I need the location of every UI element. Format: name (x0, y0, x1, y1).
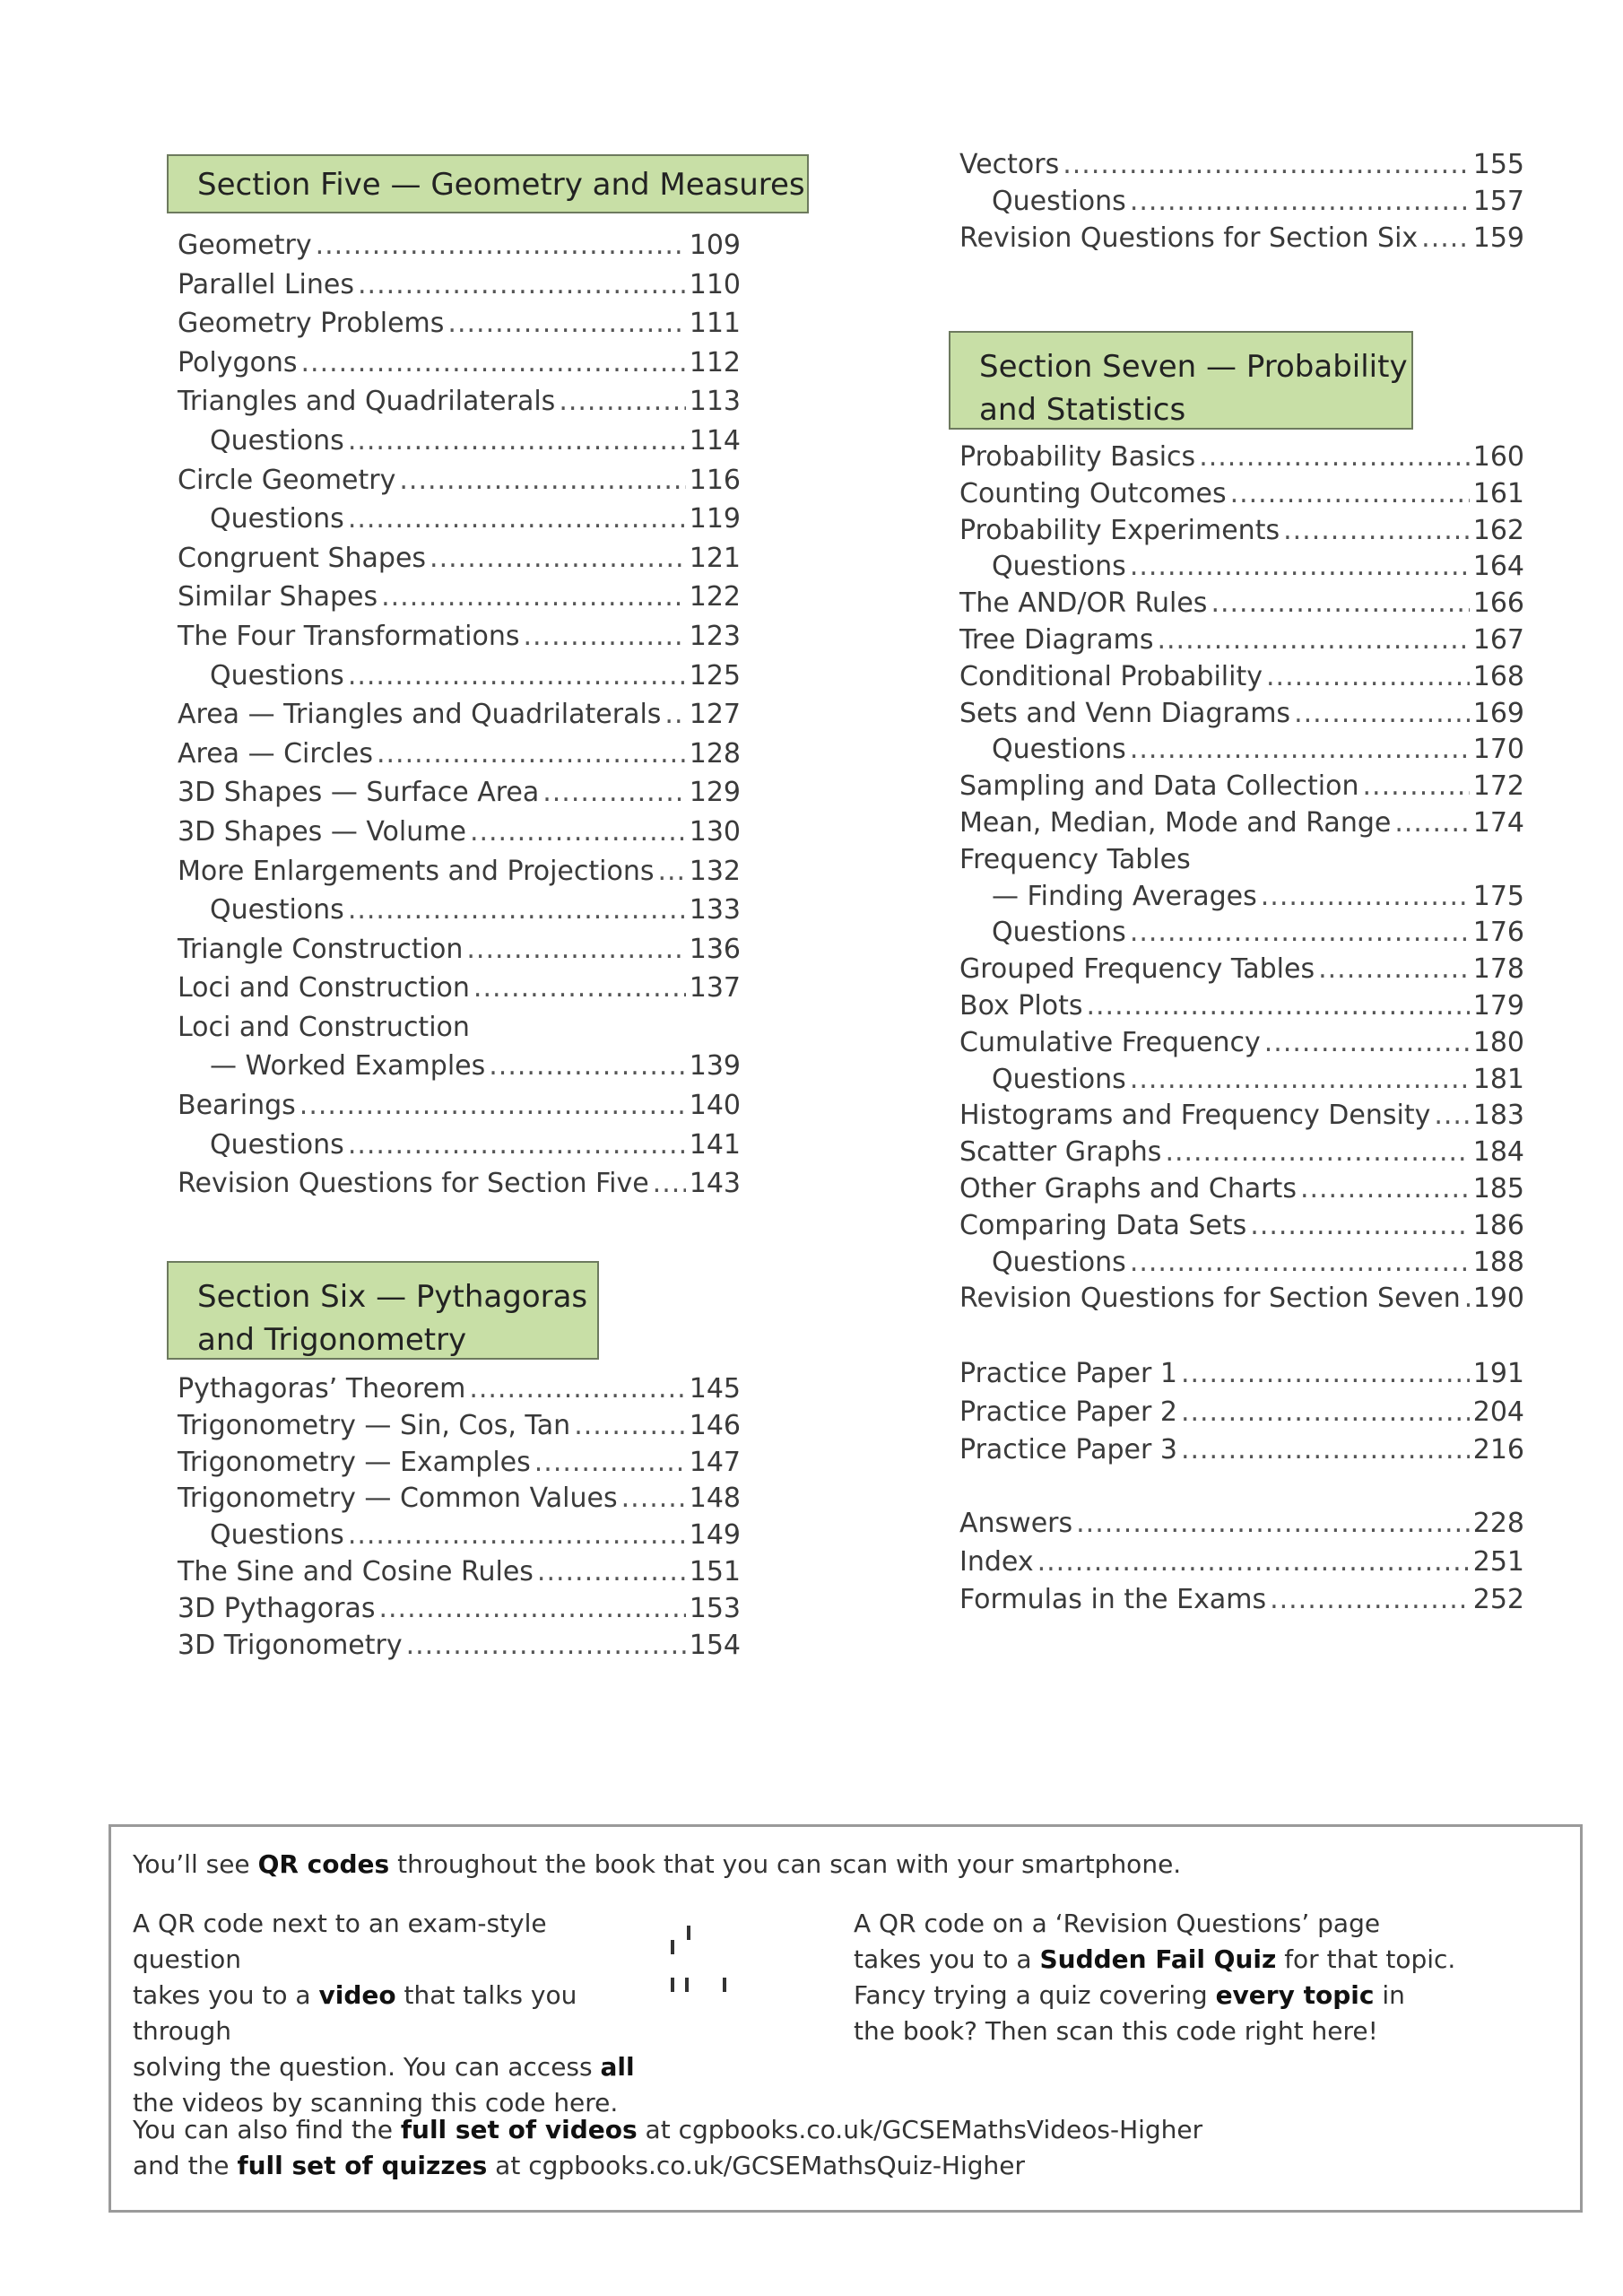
toc-entry-title: 3D Trigonometry (178, 1629, 403, 1661)
toc-entry-page: 191 (1472, 1358, 1524, 1389)
toc-entry-page: 176 (1472, 917, 1524, 949)
dot-leader (664, 695, 685, 735)
toc-entry (959, 988, 1524, 1025)
section-six-title-line2: and Trigonometry (197, 1322, 467, 1358)
toc-entry (959, 879, 1524, 916)
dot-leader (523, 617, 685, 657)
section-seven-list (959, 439, 1524, 1318)
section-five-title: Section Five — Geometry and Measures (197, 167, 805, 203)
section-six-header (167, 1261, 599, 1360)
toc-entry-page: 113 (689, 386, 741, 418)
toc-entry-title: Triangle Construction (178, 933, 464, 965)
qr-intro: You’ll see QR codes throughout the book that you can scan with your smartphone. (133, 1849, 1182, 1879)
section-seven-title-line1: Section Seven — Probability (979, 349, 1408, 385)
toc-entry (178, 969, 741, 1008)
dot-leader (1130, 549, 1470, 586)
toc-entry (959, 915, 1524, 952)
toc-entry-page: 157 (1472, 186, 1524, 217)
toc-entry-title: Questions (992, 186, 1126, 217)
toc-entry (959, 659, 1524, 696)
toc-entry-page: 130 (689, 815, 741, 848)
toc-entry (959, 1171, 1524, 1208)
qr-fragment (687, 1926, 690, 1940)
section-five-list (178, 226, 741, 1204)
toc-entry (178, 1518, 741, 1554)
toc-entry-page: 145 (689, 1373, 741, 1405)
dot-leader (657, 852, 685, 891)
dot-leader (1264, 1025, 1470, 1062)
toc-entry-page: 129 (689, 777, 741, 809)
toc-entry-title: The Sine and Cosine Rules (178, 1555, 534, 1587)
section-six-list (178, 1371, 741, 1664)
dot-leader (1157, 622, 1469, 659)
toc-entry (959, 146, 1524, 183)
toc-entry-title: Questions (992, 734, 1126, 766)
toc-entry (178, 1047, 741, 1086)
toc-entry (959, 1208, 1524, 1245)
toc-entry-title: Questions (210, 894, 344, 926)
dot-leader (537, 1554, 686, 1591)
toc-entry (178, 773, 741, 813)
dot-leader (299, 1086, 686, 1126)
toc-entry-page: 155 (1472, 149, 1524, 180)
toc-entry-page: 119 (689, 503, 741, 535)
toc-entry-title: Questions (210, 424, 344, 457)
practice-papers-list (959, 1355, 1524, 1470)
toc-entry (178, 1481, 741, 1518)
toc-entry (959, 1025, 1524, 1062)
dot-leader (348, 657, 686, 696)
toc-entry-title: Loci and Construction (178, 972, 470, 1004)
toc-entry-page: 137 (689, 972, 741, 1004)
dot-leader (1181, 1355, 1470, 1394)
toc-entry (178, 852, 741, 891)
dot-leader (1181, 1431, 1470, 1470)
toc-entry-title: Comparing Data Sets (959, 1209, 1247, 1241)
toc-entry-page: 154 (689, 1629, 741, 1661)
toc-entry-page: 183 (1472, 1100, 1524, 1132)
dot-leader (574, 1408, 686, 1445)
toc-entry-title: 3D Shapes — Surface Area (178, 777, 540, 809)
toc-entry-title: More Enlargements and Projections (178, 855, 655, 887)
toc-entry (178, 1086, 741, 1126)
dot-leader (1464, 1281, 1470, 1318)
toc-entry (178, 1445, 741, 1482)
toc-entry (959, 439, 1524, 476)
toc-entry-page: 128 (689, 737, 741, 770)
toc-entry-page: 125 (689, 659, 741, 691)
dot-leader (1434, 1098, 1469, 1135)
toc-entry (178, 578, 741, 617)
qr-fragment (671, 1940, 674, 1954)
dot-leader (1250, 1208, 1469, 1245)
toc-entry (959, 586, 1524, 622)
qr-info-box (108, 1824, 1583, 2213)
toc-entry-page: 172 (1472, 770, 1524, 803)
toc-entry-title: Circle Geometry (178, 464, 396, 496)
dot-leader (1130, 183, 1470, 220)
toc-entry (178, 1408, 741, 1445)
dot-leader (1165, 1135, 1469, 1171)
toc-entry (959, 183, 1524, 220)
section-six-title-line1: Section Six — Pythagoras (197, 1279, 588, 1315)
toc-entry (178, 735, 741, 774)
toc-entry-title: 3D Shapes — Volume (178, 815, 466, 848)
toc-entry-title: Other Graphs and Charts (959, 1172, 1297, 1205)
toc-entry-title: Sets and Venn Diagrams (959, 697, 1291, 729)
dot-leader (1063, 146, 1470, 183)
toc-entry (178, 1591, 741, 1628)
toc-entry-title: Questions (992, 1063, 1126, 1095)
toc-entry-title: Sampling and Data Collection (959, 770, 1359, 803)
toc-entry-title: Frequency Tables (959, 843, 1191, 875)
toc-entry-title: — Finding Averages (992, 880, 1257, 912)
toc-entry-page: 190 (1472, 1283, 1524, 1315)
toc-entry-title: Parallel Lines (178, 268, 354, 300)
toc-entry-title: Questions (992, 917, 1126, 949)
dot-leader (301, 344, 686, 383)
toc-entry (178, 344, 741, 383)
toc-entry-page: 216 (1472, 1434, 1524, 1465)
toc-entry (959, 1394, 1524, 1432)
dot-leader (1266, 659, 1470, 696)
dot-leader (348, 500, 686, 539)
toc-entry (959, 549, 1524, 586)
toc-entry-title: Probability Basics (959, 441, 1196, 473)
dot-leader (430, 539, 686, 578)
toc-entry-page: 228 (1472, 1508, 1524, 1539)
toc-entry (178, 1628, 741, 1665)
toc-entry-title: Questions (210, 1519, 344, 1552)
toc-entry-page: 186 (1472, 1209, 1524, 1241)
dot-leader (348, 891, 686, 930)
qr-fragment (671, 1978, 674, 1992)
toc-entry-title: Formulas in the Exams (959, 1584, 1267, 1615)
toc-entry (959, 1355, 1524, 1394)
toc-entry (959, 805, 1524, 842)
toc-entry-title: 3D Pythagoras (178, 1592, 376, 1624)
dot-leader (1394, 805, 1469, 842)
toc-entry-title: Questions (992, 551, 1126, 583)
toc-entry-page: 181 (1472, 1063, 1524, 1095)
dot-leader (1363, 769, 1470, 805)
toc-entry (959, 952, 1524, 988)
dot-leader (1230, 476, 1470, 513)
dot-leader (381, 578, 686, 617)
toc-entry-page: 153 (689, 1592, 741, 1624)
toc-entry-title: Answers (959, 1508, 1073, 1539)
toc-entry (959, 732, 1524, 769)
toc-entry (178, 539, 741, 578)
toc-entry (178, 891, 741, 930)
dot-leader (653, 1164, 686, 1204)
dot-leader (1294, 696, 1470, 733)
toc-entry-title: Practice Paper 1 (959, 1358, 1177, 1389)
toc-entry (178, 1164, 741, 1204)
toc-entry (959, 513, 1524, 550)
toc-entry (959, 1544, 1524, 1582)
toc-entry-title: Questions (210, 503, 344, 535)
dot-leader (473, 969, 686, 1008)
toc-entry (178, 1126, 741, 1165)
back-matter-list (959, 1505, 1524, 1620)
toc-entry (959, 1581, 1524, 1620)
toc-entry (959, 1281, 1524, 1318)
dot-leader (378, 1591, 685, 1628)
dot-leader (358, 265, 686, 305)
qr-fragment (685, 1978, 689, 1992)
toc-entry (178, 304, 741, 344)
toc-entry-page: 184 (1472, 1136, 1524, 1169)
dot-leader (1086, 988, 1469, 1025)
toc-entry (178, 813, 741, 852)
dot-leader (1076, 1505, 1470, 1544)
toc-entry-page: 204 (1472, 1396, 1524, 1428)
toc-entry-title: Practice Paper 2 (959, 1396, 1177, 1428)
toc-entry-title: Geometry (178, 230, 312, 261)
section-six-continued-list (959, 146, 1524, 257)
toc-entry-title: Geometry Problems (178, 308, 445, 340)
toc-entry-title: The Four Transformations (178, 620, 520, 652)
toc-entry-title: Area — Triangles and Quadrilaterals (178, 699, 662, 731)
toc-entry-page: 141 (689, 1128, 741, 1161)
dot-leader (1318, 952, 1470, 988)
toc-entry-page: 110 (689, 268, 741, 300)
toc-entry-page: 136 (689, 933, 741, 965)
toc-entry-title: Questions (210, 1128, 344, 1161)
toc-entry-title: Questions (992, 1246, 1126, 1278)
toc-entry-page: 132 (689, 855, 741, 887)
section-seven-title-line2: and Statistics (979, 392, 1186, 428)
toc-entry-page: 169 (1472, 697, 1524, 729)
toc-entry (959, 1505, 1524, 1544)
dot-leader (466, 930, 685, 970)
toc-entry-page: 167 (1472, 623, 1524, 656)
toc-entry (178, 1371, 741, 1408)
dot-leader (1130, 1245, 1470, 1282)
toc-entry-page: 121 (689, 542, 741, 574)
toc-entry-page: 111 (689, 308, 741, 340)
dot-leader (447, 304, 685, 344)
toc-entry-page: 160 (1472, 441, 1524, 473)
toc-entry (959, 1062, 1524, 1099)
toc-entry-page: 168 (1472, 660, 1524, 692)
toc-entry-title: Revision Questions for Section Six (959, 222, 1419, 254)
toc-entry-title: Questions (210, 659, 344, 691)
dot-leader (542, 773, 686, 813)
dot-leader (399, 461, 685, 500)
toc-entry-page: 123 (689, 620, 741, 652)
toc-entry-title: Vectors (959, 149, 1060, 180)
dot-leader (1130, 915, 1470, 952)
dot-leader (1283, 513, 1470, 550)
toc-entry-page: 175 (1472, 880, 1524, 912)
toc-entry-title: Trigonometry — Examples (178, 1446, 531, 1478)
toc-entry-title: Revision Questions for Section Seven (959, 1283, 1461, 1315)
toc-entry-title: Loci and Construction (178, 1011, 470, 1043)
toc-entry-page: 147 (689, 1446, 741, 1478)
section-seven-header (949, 331, 1413, 430)
toc-entry-page: 252 (1472, 1584, 1524, 1615)
dot-leader (1211, 586, 1469, 622)
toc-entry-page: 114 (689, 424, 741, 457)
toc-entry-page: 162 (1472, 514, 1524, 546)
dot-leader (348, 1126, 686, 1165)
toc-entry-page: 116 (689, 464, 741, 496)
qr-quiz-text: A QR code on a ‘Revision Questions’ page takes you to a Sudden Fail Quiz for that topic. Fancy trying a quiz covering every topic in the book? Then scan this code right here! (854, 1909, 1456, 2046)
toc-entry-page: 185 (1472, 1172, 1524, 1205)
toc-entry-page: 151 (689, 1555, 741, 1587)
toc-entry (959, 1135, 1524, 1171)
toc-entry (959, 696, 1524, 733)
toc-entry (178, 657, 741, 696)
toc-entry-page: 140 (689, 1090, 741, 1122)
toc-entry-title: Revision Questions for Section Five (178, 1168, 649, 1200)
toc-entry (178, 617, 741, 657)
toc-entry-page: 179 (1472, 989, 1524, 1022)
toc-entry-title: Trigonometry — Common Values (178, 1483, 618, 1515)
toc-entry-title: — Worked Examples (210, 1050, 486, 1083)
qr-code-quizzes[interactable] (1384, 1917, 1519, 2033)
toc-entry-title: Polygons (178, 346, 298, 378)
toc-entry (178, 930, 741, 970)
dot-leader (1300, 1171, 1470, 1208)
toc-entry (178, 265, 741, 305)
toc-entry-page: 188 (1472, 1246, 1524, 1278)
dot-leader (559, 382, 685, 422)
toc-entry (959, 476, 1524, 513)
toc-entry-title: Cumulative Frequency (959, 1026, 1261, 1058)
toc-entry-page: 161 (1472, 477, 1524, 509)
toc-entry (178, 500, 741, 539)
toc-entry (178, 226, 741, 265)
toc-entry-page: 251 (1472, 1545, 1524, 1578)
toc-entry-title: Grouped Frequency Tables (959, 953, 1315, 986)
toc-entry (178, 1008, 741, 1048)
toc-entry-title: Mean, Median, Mode and Range (959, 806, 1392, 839)
toc-entry-page: 149 (689, 1519, 741, 1552)
dot-leader (1037, 1544, 1470, 1582)
dot-leader (469, 1371, 685, 1408)
toc-entry (959, 220, 1524, 257)
dot-leader (489, 1047, 685, 1086)
toc-entry (178, 461, 741, 500)
toc-entry-page: 139 (689, 1050, 741, 1083)
dot-leader (1421, 220, 1470, 257)
toc-entry-page: 143 (689, 1168, 741, 1200)
qr-fragment (723, 1978, 726, 1992)
toc-entry-page: 180 (1472, 1026, 1524, 1058)
dot-leader (316, 226, 686, 265)
toc-entry (959, 769, 1524, 805)
toc-entry-title: Histograms and Frequency Density (959, 1100, 1431, 1132)
dot-leader (348, 422, 686, 461)
dot-leader (377, 735, 686, 774)
qr-code-videos[interactable] (649, 1926, 757, 2024)
toc-entry-title: Area — Circles (178, 737, 373, 770)
toc-entry-page: 133 (689, 894, 741, 926)
toc-entry-title: Conditional Probability (959, 660, 1263, 692)
qr-video-text: A QR code next to an exam-style question takes you to a video that talks you through solving the question. You can access all the videos by scanning this code here. (133, 1909, 635, 2118)
dot-leader (470, 813, 686, 852)
toc-entry-page: 122 (689, 581, 741, 613)
dot-leader (406, 1628, 686, 1665)
toc-entry (178, 1554, 741, 1591)
toc-entry-page: 146 (689, 1409, 741, 1441)
toc-entry (959, 1431, 1524, 1470)
toc-entry (178, 695, 741, 735)
toc-entry-title: Pythagoras’ Theorem (178, 1373, 466, 1405)
toc-entry (959, 842, 1524, 879)
toc-entry-title: Bearings (178, 1090, 296, 1122)
dot-leader (1261, 879, 1470, 916)
toc-entry-title: Trigonometry — Sin, Cos, Tan (178, 1409, 571, 1441)
toc-entry-page: 159 (1472, 222, 1524, 254)
toc-entry-page: 166 (1472, 587, 1524, 620)
toc-entry-title: Triangles and Quadrilaterals (178, 386, 556, 418)
toc-entry (959, 1098, 1524, 1135)
toc-entry-page: 170 (1472, 734, 1524, 766)
dot-leader (534, 1445, 686, 1482)
toc-entry-title: Practice Paper 3 (959, 1434, 1177, 1465)
toc-entry-page: 109 (689, 230, 741, 261)
qr-footer: You can also find the full set of videos at cgpbooks.co.uk/GCSEMathsVideos-Higher and the full set of quizzes at cgpbooks.co.uk/GCSEMathsQuiz-Higher (133, 2115, 1203, 2180)
toc-entry-title: Tree Diagrams (959, 623, 1154, 656)
dot-leader (348, 1518, 686, 1554)
toc-entry (959, 1245, 1524, 1282)
toc-entry-page: 178 (1472, 953, 1524, 986)
toc-entry-page: 174 (1472, 806, 1524, 839)
toc-entry-page: 148 (689, 1483, 741, 1515)
section-five-header (167, 154, 809, 213)
dot-leader (1270, 1581, 1470, 1620)
toc-entry-title: Scatter Graphs (959, 1136, 1162, 1169)
toc-entry-title: Probability Experiments (959, 514, 1280, 546)
toc-entry-page: 112 (689, 346, 741, 378)
dot-leader (1130, 732, 1470, 769)
dot-leader (1199, 439, 1470, 476)
toc-entry-title: The AND/OR Rules (959, 587, 1208, 620)
toc-entry-page: 127 (689, 699, 741, 731)
dot-leader (1181, 1394, 1470, 1432)
toc-entry-title: Index (959, 1545, 1034, 1578)
toc-entry (178, 422, 741, 461)
toc-entry-title: Box Plots (959, 989, 1083, 1022)
toc-entry-title: Similar Shapes (178, 581, 378, 613)
toc-entry-title: Counting Outcomes (959, 477, 1227, 509)
dot-leader (1130, 1062, 1470, 1099)
toc-entry-title: Congruent Shapes (178, 542, 427, 574)
toc-entry-page: 164 (1472, 551, 1524, 583)
toc-entry (178, 382, 741, 422)
toc-entry (959, 622, 1524, 659)
dot-leader (621, 1481, 686, 1518)
